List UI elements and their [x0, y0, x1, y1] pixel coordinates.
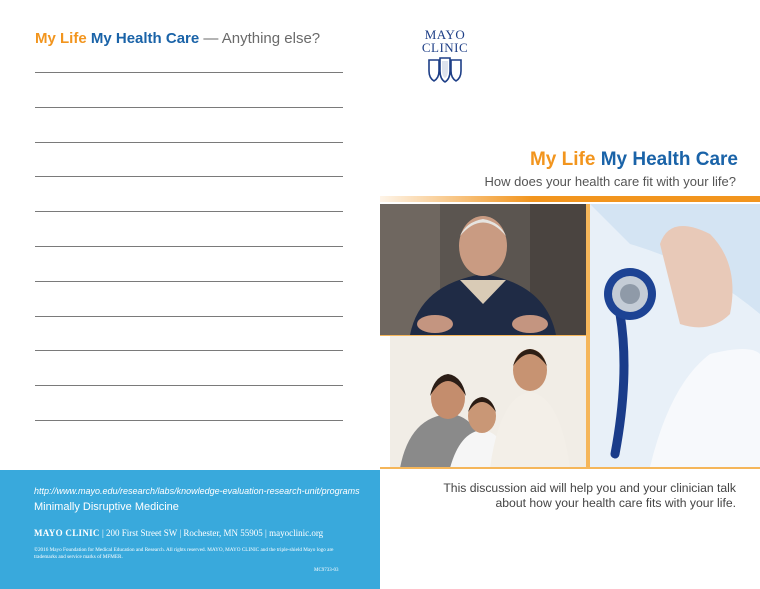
writing-line: [35, 420, 343, 421]
writing-line: [35, 281, 343, 282]
program-link[interactable]: http://www.mayo.edu/research/labs/knowledge-evaluation-research-unit/programs: [34, 486, 360, 496]
writing-line: [35, 316, 343, 317]
cover-panel: [380, 0, 760, 589]
photo-divider: [380, 335, 586, 336]
heading-my-life: My Life: [35, 30, 87, 47]
writing-line: [35, 246, 343, 247]
logo-line-2: CLINIC: [421, 40, 469, 55]
footer-band: [0, 470, 380, 589]
elderly-man-photo: [380, 204, 586, 335]
title-my-life: My Life: [529, 149, 596, 170]
heading-anything-else: — Anything else?: [203, 30, 321, 47]
photo-bottom-border: [380, 467, 760, 469]
photo-divider: [586, 204, 590, 467]
cover-title: [530, 149, 738, 171]
footer-address: [34, 528, 323, 538]
writing-line: [35, 350, 343, 351]
cover-subtitle: How does your health care fit with your life?: [484, 174, 736, 189]
footer-org-name: MAYO CLINIC: [34, 528, 100, 538]
writing-line: [35, 107, 343, 108]
writing-lines: [35, 72, 343, 455]
title-my-health-care: My Health Care: [600, 149, 738, 170]
document-code: MC9733-03: [314, 568, 339, 573]
stethoscope-photo: [590, 204, 760, 467]
notes-heading: [35, 30, 320, 47]
mayo-clinic-logo: [410, 28, 480, 83]
triple-shield-icon: [427, 57, 463, 83]
program-title: Minimally Disruptive Medicine: [34, 501, 179, 513]
writing-line: [35, 142, 343, 143]
copyright-notice: ©2016 Mayo Foundation for Medical Education and Research. All rights reserved. MAYO, MAYO CLINIC and the triple-shield Mayo logo are trademarks and service marks of MFMER.: [34, 547, 334, 560]
footer-address-text: | 200 First Street SW | Rochester, MN 55905 | mayoclinic.org: [99, 528, 324, 538]
writing-line: [35, 176, 343, 177]
writing-line: [35, 211, 343, 212]
writing-line: [35, 72, 343, 73]
family-photo: [390, 336, 586, 468]
logo-line-1: MAYO: [424, 27, 466, 42]
description-text: This discussion aid will help you and your clinician talk about how your health care fits with your life.: [443, 481, 736, 510]
heading-my-health-care: My Health Care: [90, 30, 200, 47]
writing-line: [35, 385, 343, 386]
